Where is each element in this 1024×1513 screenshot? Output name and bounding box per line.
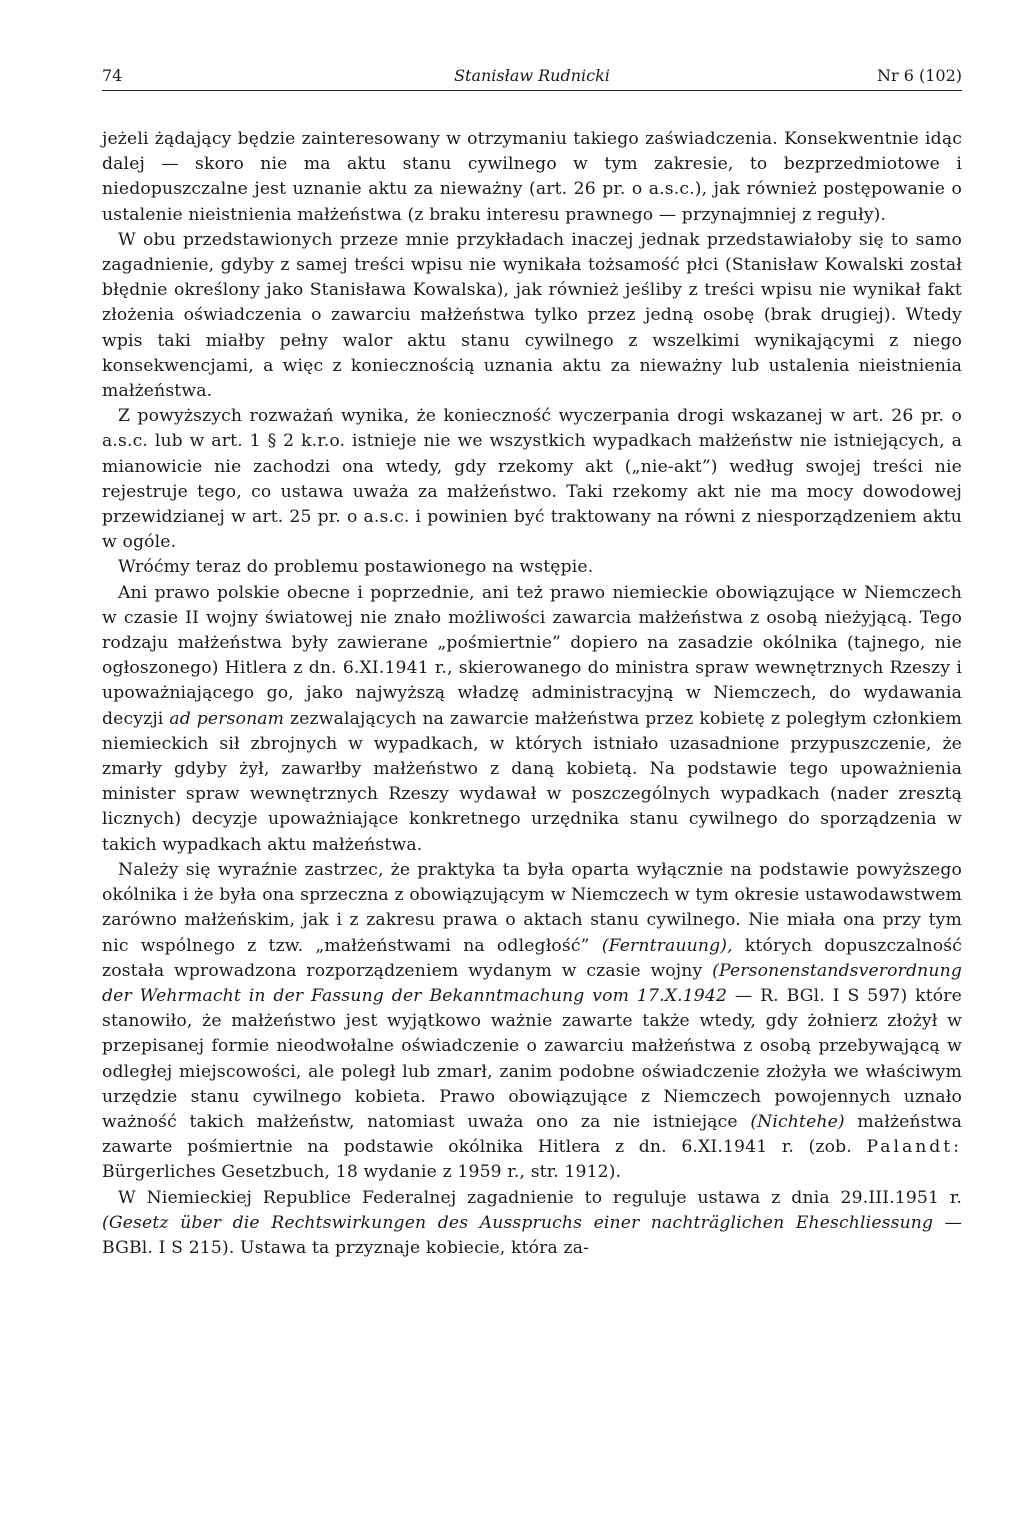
text-run: W obu przedstawionych przeze mnie przykładach inaczej jednak przedstawiałoby się to samo zagadnienie, gdyby z samej treści wpisu nie wynikała tożsamość płci (Stanisław Kowalski został błędnie określony jako Stanisława Kowalska), jak również jeśliby z treści wpisu nie wynikał fakt złożenia oświadczenia o zawarciu małżeństwa tylko przez jedną osobę (brak drugiej). Wtedy wpis taki miałby pełny walor aktu stanu cywilnego z wszelkimi wynikającymi z niego konsekwencjami, a więc z koniecznością uznania aktu za nieważny lub ustalenia nieistnienia małżeństwa.: [102, 229, 962, 402]
text-run: jeżeli żądający będzie zainteresowany w otrzymaniu takiego zaświadczenia. Konsekwentnie idąc dalej — skoro nie ma aktu stanu cywilnego w tym zakresie, to bezprzedmiotowe i niedopuszczalne jest uznanie aktu za nieważny (art. 26 pr. o a.s.c.), jak również postępowanie o ustalenie nieistnienia małżeństwa (z braku interesu prawnego — przynajmniej z reguły).: [102, 129, 962, 225]
italic-run: (Ferntrauung),: [601, 935, 733, 956]
text-run: — R. BGl. I S 597) które stanowiło, że małżeństwo jest wyjątkowo ważnie zawarte także wtedy, gdy żołnierz złożył w przepisanej formie nieodwołalne oświadczenie o zawarciu małżeństwa z osobą przebywającą w odległej miejscowości, ale poległ lub zmarł, zanim podobne oświadczenie złożyła we właściwym urzędzie stanu cywilnego kobieta. Prawo obowiązujące z Niemczech powojennych uznało ważność takich małżeństw, natomiast uważa ono za nie istniejące: [102, 985, 962, 1132]
paragraph: [102, 555, 962, 580]
italic-run: (Personenstandsverordnung der Wehrmacht in der Fassung der Bekanntmachung vom 17.X.1942: [102, 960, 962, 1006]
paragraph: [102, 228, 962, 404]
italic-run: (Nichtehe): [750, 1111, 845, 1132]
text-run: których dopuszczalność została wprowadzona rozporządzeniem wydanym w czasie wojny: [102, 935, 962, 981]
text-run: Należy się wyraźnie zastrzec, że praktyka ta była oparta wyłącznie na podstawie powyższego okólnika i że była ona sprzeczna z obowiązującym w Niemczech w tym okresie ustawodawstwem zarówno małżeńskim, jak i z zakresu prawa o aktach stanu cywilnego. Nie miała ona przy tym nic wspólnego z tzw. „małżeństwami na odległość”: [102, 859, 962, 956]
text-run: Bürgerliches Gesetzbuch, 18 wydanie z 1959 r., str. 1912).: [102, 1162, 622, 1183]
paragraph: [102, 1186, 962, 1262]
body-text: [102, 127, 962, 1261]
spaced-run: Palandt:: [866, 1137, 962, 1158]
paragraph: [102, 127, 962, 228]
text-run: — BGBl. I S 215). Ustawa ta przyznaje kobiecie, która za-: [102, 1212, 963, 1258]
text-run: małżeństwa zawarte pośmiertnie na podstawie okólnika Hitlera z dn. 6.XI.1941 r. (zob.: [102, 1111, 962, 1158]
text-run: zezwalających na zawarcie małżeństwa przez kobietę z poległym członkiem niemieckich sił zbrojnych w wypadkach, w których istniało uzasadnione przypuszczenie, że zmarły gdyby żył, zawarłby małżeństwo z daną kobietą. Na podstawie tego upoważnienia minister spraw wewnętrznych Rzeszy wydawał w poszczególnych wypadkach (nader zresztą licznych) decyzje upoważniające konkretnego urzędnika stanu cywilnego do sporządzenia w takich wypadkach aktu małżeństwa.: [102, 708, 962, 855]
paragraph: [102, 581, 962, 858]
paragraph: [102, 404, 962, 555]
page-number: 74: [102, 66, 123, 85]
italic-run: (Gesetz über die Rechtswirkungen des Ausspruchs einer nachträglichen Eheschliessung: [102, 1212, 934, 1233]
paragraph: [102, 858, 962, 1186]
text-run: W Niemieckiej Republice Federalnej zagadnienie to reguluje ustawa z dnia 29.III.1951 r.: [118, 1187, 962, 1208]
text-run: Wróćmy teraz do problemu postawionego na wstępie.: [118, 557, 594, 578]
issue-number: Nr 6 (102): [876, 66, 962, 85]
italic-run: ad personam: [169, 708, 285, 729]
running-author: Stanisław Rudnicki: [454, 66, 610, 85]
running-header: [102, 62, 962, 91]
text-run: Ani prawo polskie obecne i poprzednie, ani też prawo niemieckie obowiązujące w Niemczech w czasie II wojny światowej nie znało możliwości zawarcia małżeństwa z osobą nieżyjącą. Tego rodzaju małżeństwa były zawierane „pośmiertnie” dopiero na zasadzie okólnika (tajnego, nie ogłoszonego) Hitlera z dn. 6.XI.1941 r., skierowanego do ministra spraw wewnętrznych Rzeszy i upoważniającego go, jako najwyższą władzę administracyjną w Niemczech, do wydawania decyzji: [102, 582, 962, 729]
document-page: [102, 62, 962, 1261]
text-run: Z powyższych rozważań wynika, że konieczność wyczerpania drogi wskazanej w art. 26 pr. o a.s.c. lub w art. 1 § 2 k.r.o. istnieje nie we wszystkich wypadkach małżeństw nie istniejących, a mianowicie nie zachodzi ona wtedy, gdy rzekomy akt („nie-akt”) według swojej treści nie rejestruje tego, co ustawa uważa za małżeństwo. Taki rzekomy akt nie ma mocy dowodowej przewidzianej w art. 25 pr. o a.s.c. i powinien być traktowany na równi z niesporządzeniem aktu w ogóle.: [102, 406, 962, 553]
